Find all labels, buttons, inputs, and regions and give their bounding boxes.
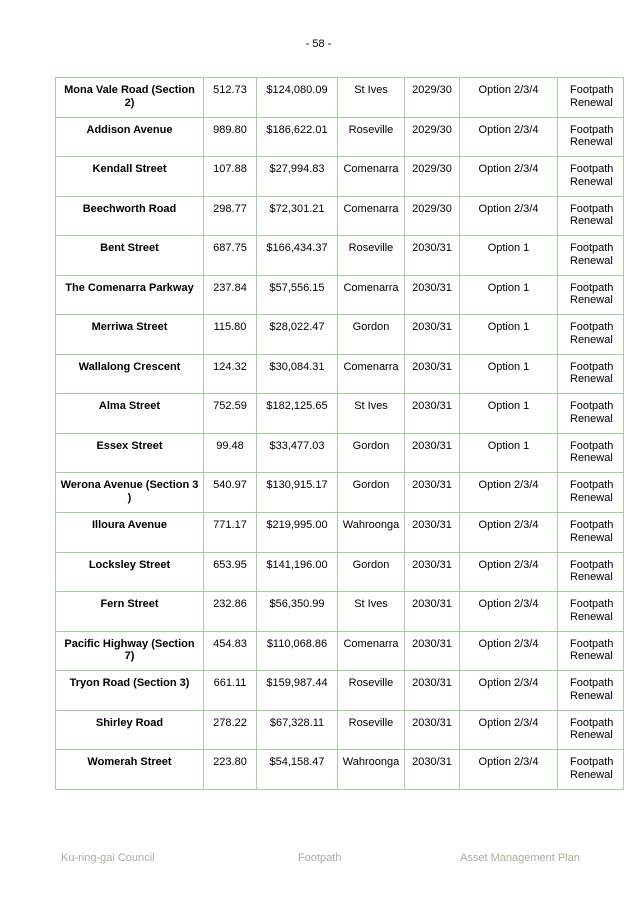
treatment-cell: Footpath Renewal [558,196,624,236]
option-cell: Option 1 [460,433,558,473]
length-cell: 512.73 [204,78,257,118]
year-cell: 2030/31 [405,394,460,434]
length-cell: 989.80 [204,117,257,157]
option-cell: Option 2/3/4 [460,552,558,592]
table-row [56,157,624,197]
option-cell: Option 2/3/4 [460,196,558,236]
option-cell: Option 2/3/4 [460,513,558,553]
table-row [56,394,624,434]
table-row [56,78,624,118]
table-row [56,117,624,157]
treatment-cell: Footpath Renewal [558,275,624,315]
length-cell: 232.86 [204,592,257,632]
year-cell: 2030/31 [405,710,460,750]
length-cell: 540.97 [204,473,257,513]
cost-cell: $72,301.21 [257,196,338,236]
treatment-cell: Footpath Renewal [558,433,624,473]
option-cell: Option 1 [460,394,558,434]
option-cell: Option 2/3/4 [460,592,558,632]
treatment-cell: Footpath Renewal [558,117,624,157]
table-body [56,78,624,790]
length-cell: 661.11 [204,671,257,711]
treatment-cell: Footpath Renewal [558,592,624,632]
suburb-cell: Comenarra [338,275,405,315]
street-name-cell: Bent Street [56,236,204,276]
footer-council: Ku-ring-gai Council [61,852,155,864]
street-name-cell: Alma Street [56,394,204,434]
suburb-cell: Roseville [338,236,405,276]
street-name-cell: Tryon Road (Section 3) [56,671,204,711]
table-row [56,315,624,355]
option-cell: Option 1 [460,236,558,276]
cost-cell: $57,556.15 [257,275,338,315]
suburb-cell: Wahroonga [338,750,405,790]
treatment-cell: Footpath Renewal [558,78,624,118]
year-cell: 2030/31 [405,552,460,592]
treatment-cell: Footpath Renewal [558,236,624,276]
treatment-cell: Footpath Renewal [558,394,624,434]
table-row [56,710,624,750]
length-cell: 237.84 [204,275,257,315]
length-cell: 752.59 [204,394,257,434]
year-cell: 2030/31 [405,473,460,513]
street-name-cell: Essex Street [56,433,204,473]
option-cell: Option 2/3/4 [460,473,558,513]
year-cell: 2030/31 [405,354,460,394]
footer-section: Footpath [298,852,342,864]
street-name-cell: Pacific Highway (Section 7) [56,631,204,671]
street-name-cell: The Comenarra Parkway [56,275,204,315]
street-name-cell: Womerah Street [56,750,204,790]
street-name-cell: Mona Vale Road (Section 2) [56,78,204,118]
length-cell: 653.95 [204,552,257,592]
suburb-cell: Comenarra [338,631,405,671]
cost-cell: $182,125.65 [257,394,338,434]
suburb-cell: St Ives [338,592,405,632]
cost-cell: $67,328.11 [257,710,338,750]
treatment-cell: Footpath Renewal [558,710,624,750]
length-cell: 771.17 [204,513,257,553]
street-name-cell: Merriwa Street [56,315,204,355]
cost-cell: $30,084.31 [257,354,338,394]
suburb-cell: Roseville [338,117,405,157]
table-row [56,275,624,315]
length-cell: 124.32 [204,354,257,394]
treatment-cell: Footpath Renewal [558,750,624,790]
table-row [56,631,624,671]
table-row [56,196,624,236]
table-row [56,354,624,394]
treatment-cell: Footpath Renewal [558,315,624,355]
street-name-cell: Shirley Road [56,710,204,750]
year-cell: 2030/31 [405,631,460,671]
option-cell: Option 2/3/4 [460,157,558,197]
year-cell: 2029/30 [405,117,460,157]
suburb-cell: Comenarra [338,196,405,236]
street-name-cell: Addison Avenue [56,117,204,157]
suburb-cell: Comenarra [338,354,405,394]
suburb-cell: Comenarra [338,157,405,197]
year-cell: 2030/31 [405,315,460,355]
length-cell: 223.80 [204,750,257,790]
cost-cell: $33,477.03 [257,433,338,473]
year-cell: 2030/31 [405,236,460,276]
treatment-cell: Footpath Renewal [558,157,624,197]
footer-document: Asset Management Plan [460,852,580,864]
street-name-cell: Illoura Avenue [56,513,204,553]
cost-cell: $27,994.83 [257,157,338,197]
suburb-cell: Gordon [338,433,405,473]
suburb-cell: Gordon [338,315,405,355]
length-cell: 107.88 [204,157,257,197]
year-cell: 2029/30 [405,157,460,197]
treatment-cell: Footpath Renewal [558,513,624,553]
table-row [56,433,624,473]
option-cell: Option 1 [460,354,558,394]
treatment-cell: Footpath Renewal [558,354,624,394]
street-name-cell: Fern Street [56,592,204,632]
table-row [56,236,624,276]
table-row [56,750,624,790]
suburb-cell: St Ives [338,78,405,118]
option-cell: Option 1 [460,275,558,315]
option-cell: Option 2/3/4 [460,710,558,750]
year-cell: 2029/30 [405,196,460,236]
cost-cell: $56,350.99 [257,592,338,632]
option-cell: Option 2/3/4 [460,671,558,711]
cost-cell: $219,995.00 [257,513,338,553]
street-name-cell: Kendall Street [56,157,204,197]
length-cell: 298.77 [204,196,257,236]
year-cell: 2030/31 [405,433,460,473]
year-cell: 2030/31 [405,592,460,632]
year-cell: 2030/31 [405,750,460,790]
suburb-cell: St Ives [338,394,405,434]
cost-cell: $130,915.17 [257,473,338,513]
street-name-cell: Werona Avenue (Section 3 ) [56,473,204,513]
year-cell: 2030/31 [405,275,460,315]
street-name-cell: Wallalong Crescent [56,354,204,394]
length-cell: 278.22 [204,710,257,750]
length-cell: 687.75 [204,236,257,276]
length-cell: 454.83 [204,631,257,671]
table-row [56,671,624,711]
option-cell: Option 2/3/4 [460,631,558,671]
option-cell: Option 1 [460,315,558,355]
suburb-cell: Gordon [338,473,405,513]
year-cell: 2029/30 [405,78,460,118]
cost-cell: $186,622.01 [257,117,338,157]
table-row [56,552,624,592]
cost-cell: $166,434.37 [257,236,338,276]
cost-cell: $124,080.09 [257,78,338,118]
table-row [56,592,624,632]
suburb-cell: Roseville [338,710,405,750]
option-cell: Option 2/3/4 [460,78,558,118]
table-row [56,513,624,553]
length-cell: 115.80 [204,315,257,355]
cost-cell: $54,158.47 [257,750,338,790]
treatment-cell: Footpath Renewal [558,552,624,592]
option-cell: Option 2/3/4 [460,750,558,790]
suburb-cell: Roseville [338,671,405,711]
treatment-cell: Footpath Renewal [558,631,624,671]
street-name-cell: Locksley Street [56,552,204,592]
cost-cell: $28,022.47 [257,315,338,355]
suburb-cell: Gordon [338,552,405,592]
suburb-cell: Wahroonga [338,513,405,553]
length-cell: 99.48 [204,433,257,473]
table-row [56,473,624,513]
street-name-cell: Beechworth Road [56,196,204,236]
year-cell: 2030/31 [405,671,460,711]
cost-cell: $159,987.44 [257,671,338,711]
option-cell: Option 2/3/4 [460,117,558,157]
treatment-cell: Footpath Renewal [558,473,624,513]
footpath-works-table [55,77,624,790]
page-number: - 58 - [305,38,332,50]
cost-cell: $141,196.00 [257,552,338,592]
treatment-cell: Footpath Renewal [558,671,624,711]
year-cell: 2030/31 [405,513,460,553]
cost-cell: $110,068.86 [257,631,338,671]
